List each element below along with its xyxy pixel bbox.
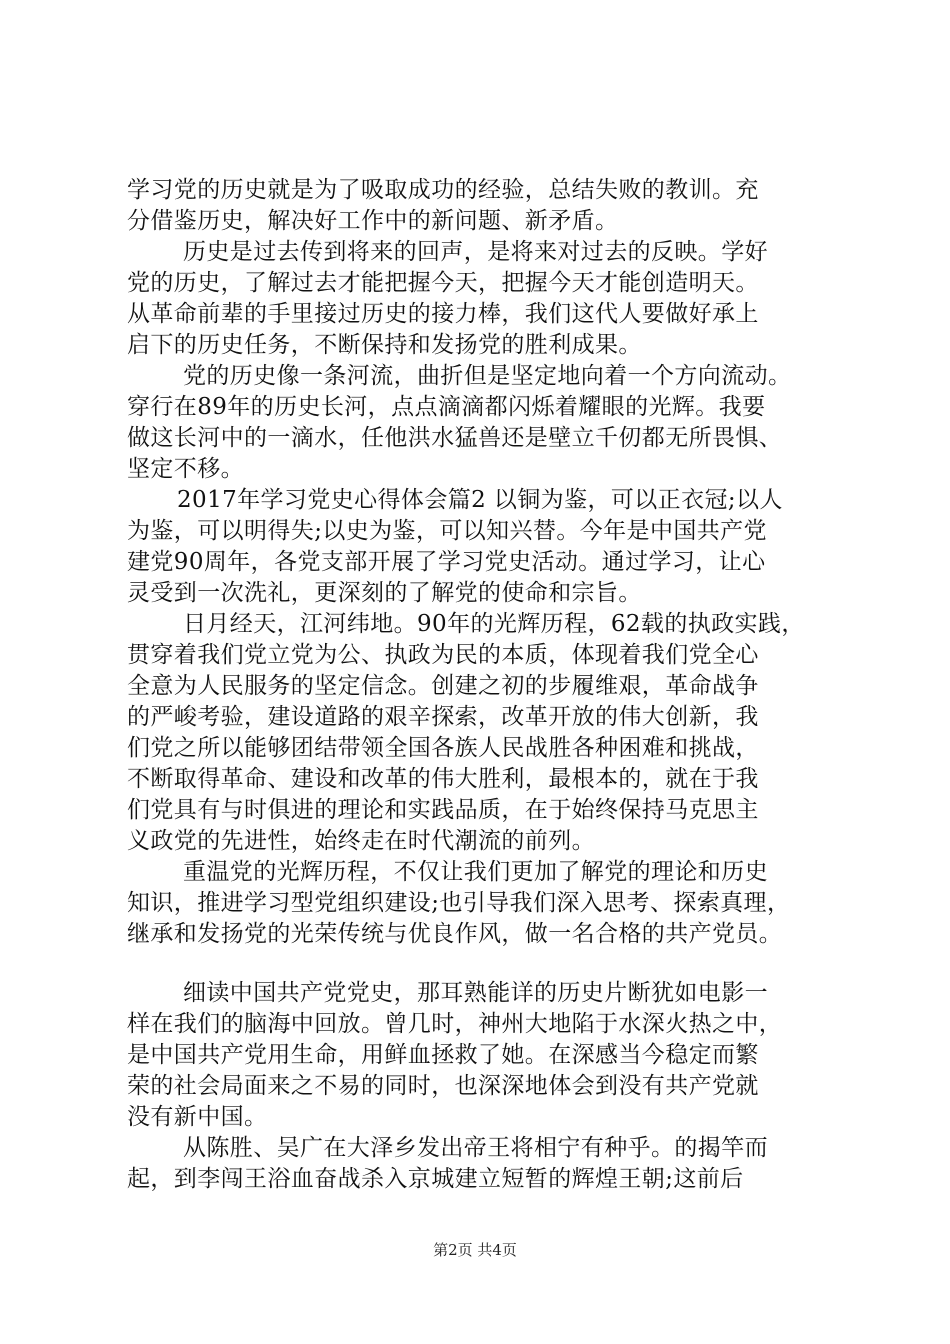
- text-line: 没有新中国。: [127, 1104, 268, 1130]
- text-line: 的严峻考验，建设道路的艰辛探索，改革开放的伟大创新，我: [127, 704, 759, 730]
- text-line: 日月经天，江河纬地。90年的光辉历程，62载的执政实践，: [183, 611, 805, 637]
- text-line: 贯穿着我们党立党为公、执政为民的本质，体现着我们党全心: [127, 642, 759, 668]
- text-line: 历史是过去传到将来的回声，是将来对过去的反映。学好: [183, 239, 768, 265]
- text-line: 分借鉴历史，解决好工作中的新问题、新矛盾。: [127, 208, 619, 234]
- text-line: 党的历史像一条河流，曲折但是坚定地向着一个方向流动。: [183, 363, 792, 389]
- text-line: 继承和发扬党的光荣传统与优良作风，做一名合格的共产党员。: [127, 921, 783, 947]
- text-line: 不断取得革命、建设和改革的伟大胜利，最根本的，就在于我: [127, 766, 759, 792]
- text-line: 学习党的历史就是为了吸取成功的经验，总结失败的教训。充: [127, 177, 759, 203]
- text-line: 穿行在89年的历史长河，点点滴滴都闪烁着耀眼的光辉。我要: [127, 394, 766, 420]
- text-line: 重温党的光辉历程，不仅让我们更加了解党的理论和历史: [183, 859, 768, 885]
- text-line: 荣的社会局面来之不易的同时，也深深地体会到没有共产党就: [127, 1073, 759, 1099]
- text-line: 样在我们的脑海中回放。曾几时，神州大地陷于水深火热之中，: [127, 1011, 783, 1037]
- text-line: 从革命前辈的手里接过历史的接力棒，我们这代人要做好承上: [127, 301, 759, 327]
- text-line: 2017年学习党史心得体会篇2 以铜为鉴，可以正衣冠;以人: [177, 487, 783, 513]
- text-line: 全意为人民服务的坚定信念。创建之初的步履维艰，革命战争: [127, 673, 759, 699]
- text-line: 党的历史，了解过去才能把握今天，把握今天才能创造明天。: [127, 270, 759, 296]
- text-line: 细读中国共产党党史，那耳熟能详的历史片断犹如电影一: [183, 980, 768, 1006]
- text-line: 为鉴，可以明得失;以史为鉴，可以知兴替。今年是中国共产党: [127, 518, 767, 544]
- text-line: 是中国共产党用生命，用鲜血拯救了她。在深感当今稳定而繁: [127, 1042, 759, 1068]
- text-line: 灵受到一次洗礼，更深刻的了解党的使命和宗旨。: [127, 580, 642, 606]
- text-line: 知识，推进学习型党组织建设;也引导我们深入思考、探索真理，: [127, 890, 791, 916]
- text-line: 从陈胜、吴广在大泽乡发出帝王将相宁有种乎。的揭竿而: [183, 1135, 768, 1161]
- text-line: 做这长河中的一滴水，任他洪水猛兽还是壁立千仞都无所畏惧、: [127, 425, 783, 451]
- text-line: 们党具有与时俱进的理论和实践品质，在于始终保持马克思主: [127, 797, 759, 823]
- text-line: 义政党的先进性，始终走在时代潮流的前列。: [127, 828, 595, 854]
- text-line: 启下的历史任务，不断保持和发扬党的胜利成果。: [127, 332, 642, 358]
- text-line: 建党90周年，各党支部开展了学习党史活动。通过学习，让心: [127, 549, 766, 575]
- text-line: 起，到李闯王浴血奋战杀入京城建立短暂的辉煌王朝;这前后: [127, 1166, 744, 1192]
- text-line: 们党之所以能够团结带领全国各族人民战胜各种困难和挑战，: [127, 735, 759, 761]
- text-line: 坚定不移。: [127, 456, 244, 482]
- page-number-footer: 第2页 共4页: [433, 1241, 517, 1259]
